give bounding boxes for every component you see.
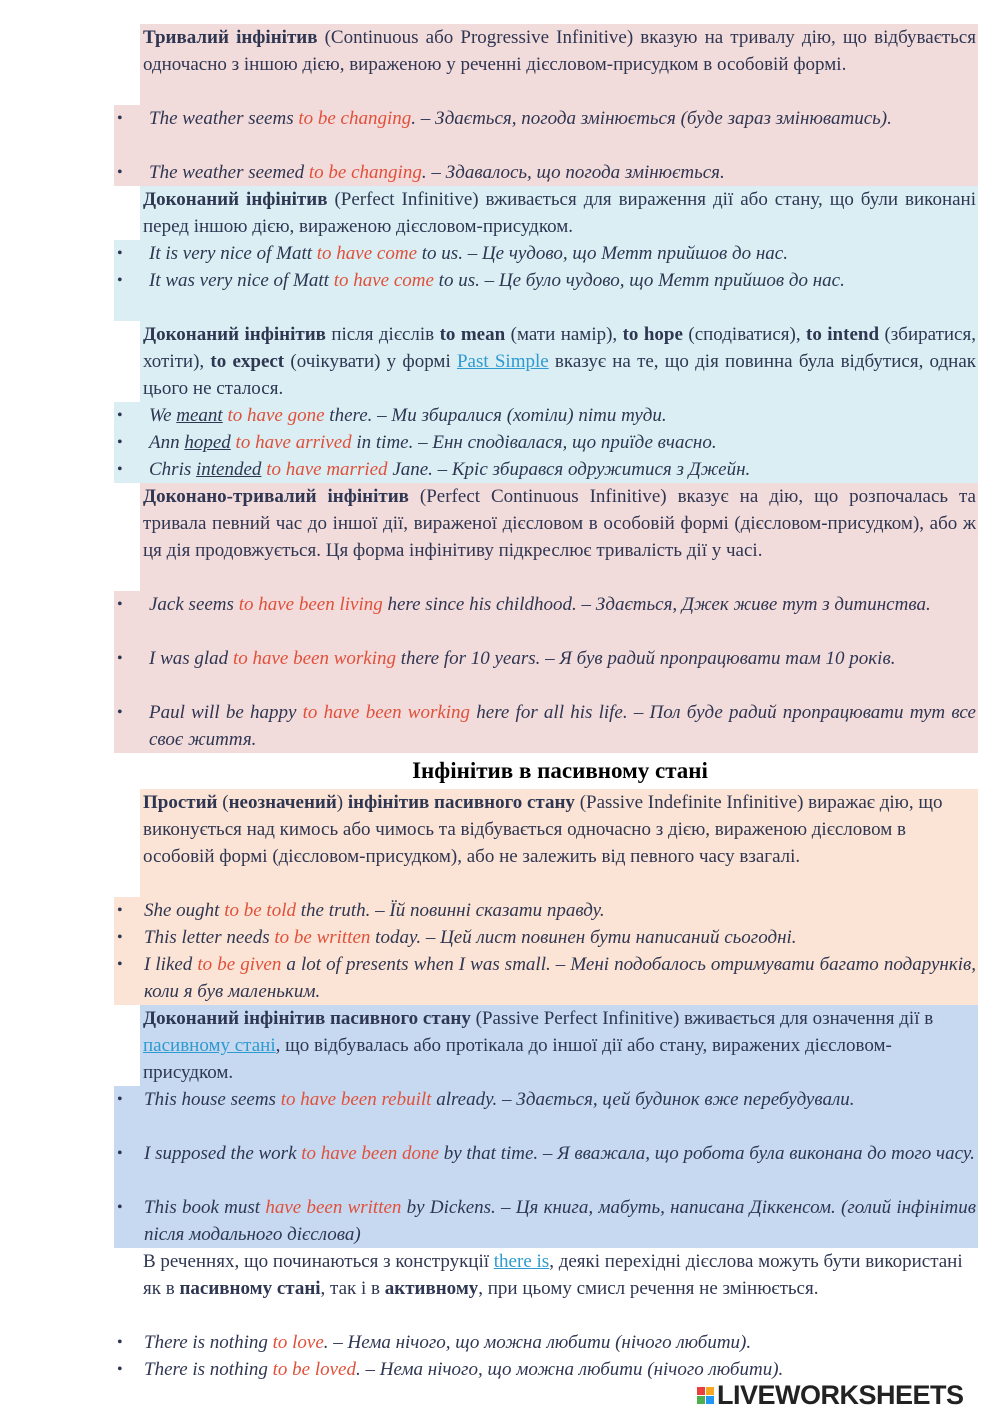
list-item: • The weather seems to be changing. – Здається, погода змінюється (буде зараз змінюватись). (114, 105, 978, 159)
section-heading: Інфінітив в пасивному стані (412, 758, 708, 783)
there-is-link[interactable]: there is (493, 1251, 550, 1272)
highlight: have been written (265, 1197, 402, 1218)
list-item: • This book must have been written by Dickens. – Ця книга, мабуть, написана Діккенсом. (голий інфінітив після модального дієслова) (114, 1194, 978, 1248)
list-item: • It was very nice of Matt to have come to us. – Це було чудово, що Метт прийшов до нас. (114, 267, 978, 321)
list-item: • I supposed the work to have been done by that time. – Я вважала, що робота була виконана до того часу. (114, 1140, 978, 1194)
list-item: • Chris intended to have married Jane. – Кріс збирався одружитися з Джейн. (114, 456, 978, 483)
highlight: to have married (261, 459, 388, 480)
bullet: • (117, 902, 123, 919)
highlight: to love (272, 1332, 324, 1353)
list-item: • There is nothing to love. – Нема нічого, що можна любити (нічого любити). (114, 1329, 978, 1356)
logo-text: LIVEWORKSHEETS (717, 1379, 964, 1410)
bullet: • (117, 650, 123, 667)
bullet: • (117, 434, 123, 451)
term: Доконано-тривалий інфінітив (143, 486, 409, 507)
bullet: • (117, 110, 123, 127)
highlight: to have been working (302, 702, 471, 723)
list-item: • She ought to be told the truth. – Їй повинні сказати правду. (114, 897, 978, 924)
highlight: to have gone (222, 405, 325, 426)
bullet: • (117, 407, 123, 424)
past-simple-link[interactable]: Past Simple (456, 351, 549, 372)
highlight: to be changing (308, 162, 422, 183)
paragraph-perfect-after-verbs: Доконаний інфінітив після дієслів to mean (мати намір), to hope (сподіватися), to intend (збиратися, хотіти), to expect (очікувати) у формі Past Simple вказує на те, що дія повинна була відбутися, однак цього не сталося. (140, 321, 978, 402)
bullet: • (117, 929, 123, 946)
bullet: • (117, 245, 123, 262)
bullet: • (117, 1199, 123, 1216)
list-item: • We meant to have gone there. – Ми збиралися (хотіли) піти туди. (114, 402, 978, 429)
bullet: • (117, 1361, 123, 1378)
paragraph-perfect-continuous: Доконано-тривалий інфінітив (Perfect Continuous Infinitive) вказує на дію, що розпочалась та тривала певний час до іншої дії, вираженої дієсловом в особовій формі (дієсловом-присудком), або ж ця дія продовжується. Ця форма інфінітиву підкреслює тривалість дії у часі. (140, 483, 978, 591)
list-item: • This house seems to have been rebuilt already. – Здається, цей будинок вже перебудували. (114, 1086, 978, 1140)
highlight: to be given (197, 954, 282, 975)
bullet: • (117, 704, 123, 721)
list-item: • The weather seemed to be changing. – Здавалось, що погода змінюється. (114, 159, 978, 186)
highlight: to have been working (232, 648, 396, 669)
term: Простий (143, 792, 218, 813)
bullet: • (117, 596, 123, 613)
highlight: to be written (274, 927, 371, 948)
paragraph-passive-perfect: Доконаний інфінітив пасивного стану (Passive Perfect Infinitive) вживається для означення дії в пасивному стані, що відбувалась або протікала до іншої дії або стану, виражених дієсловом-присудком. (140, 1005, 978, 1086)
list-item: • There is nothing to be loved. – Нема нічого, що можна любити (нічого любити). (114, 1356, 978, 1383)
logo-icon (697, 1387, 714, 1404)
paragraph-passive-indefinite: Простий (неозначений) інфінітив пасивного стану (Passive Indefinite Infinitive) виражає дію, що виконується над кимось або чимось та відбувається одночасно з дією, вираженою дієсловом в особовій формі (дієсловом-присудком), або не залежить від певного часу взагалі. (140, 789, 978, 897)
highlight: to have been living (238, 594, 383, 615)
term: Доконаний інфінітив (143, 189, 328, 210)
bullet: • (117, 1145, 123, 1162)
text: (Continuous або Progressive Infinitive) вказую на тривалу дію, що відбувається одночасно з іншою дією, вираженою у реченні дієсловом-присудком в особовій формі. (143, 27, 976, 75)
bullet: • (117, 1091, 123, 1108)
list-item: • I was glad to have been working there for 10 years. – Я був радий пропрацювати там 10 років. (114, 645, 978, 699)
highlight: to have come (316, 243, 418, 264)
term: Доконаний інфінітив (143, 324, 326, 345)
list-item: • Ann hoped to have arrived in time. – Енн сподівалася, що приїде вчасно. (114, 429, 978, 456)
highlight: to have come (333, 270, 434, 291)
bullet: • (117, 164, 123, 181)
highlight: to be told (224, 900, 296, 921)
paragraph-continuous-infinitive (140, 24, 978, 105)
highlight: to have been rebuilt (280, 1089, 432, 1110)
list-item: • Jack seems to have been living here since his childhood. – Здається, Джек живе тут з дитинства. (114, 591, 978, 645)
highlight: to be loved (272, 1359, 356, 1380)
term: Доконаний інфінітив пасивного стану (143, 1008, 471, 1029)
highlight: to have arrived (230, 432, 352, 453)
list-item: • I liked to be given a lot of presents when I was small. – Мені подобалось отримувати багато подарунків, коли я був маленьким. (114, 951, 978, 1005)
paragraph-there-is: В реченнях, що починаються з конструкції there is, деякі перехідні дієслова можуть бути використані як в пасивному стані, так і в активному, при цьому смисл речення не змінюється. (143, 1251, 963, 1299)
highlight: to be changing (298, 108, 412, 129)
list-item: • It is very nice of Matt to have come to us. – Це чудово, що Метт прийшов до нас. (114, 240, 978, 267)
liveworksheets-logo[interactable] (697, 1380, 997, 1410)
bullet: • (117, 1334, 123, 1351)
list-item: • This letter needs to be written today. – Цей лист повинен бути написаний сьогодні. (114, 924, 978, 951)
highlight: to have been done (301, 1143, 439, 1164)
passive-voice-link[interactable]: пасивному стані (143, 1035, 276, 1056)
term: Тривалий інфінітив (143, 27, 318, 48)
list-item: • Paul will be happy to have been working here for all his life. – Пол буде радий пропрацювати тут все своє життя. (114, 699, 978, 753)
bullet: • (117, 956, 123, 973)
bullet: • (117, 272, 123, 289)
paragraph-perfect-infinitive: Доконаний інфінітив (Perfect Infinitive) вживається для вираження дії або стану, що були виконані перед іншою дією, вираженою дієсловом-присудком. (140, 186, 978, 240)
bullet: • (117, 461, 123, 478)
